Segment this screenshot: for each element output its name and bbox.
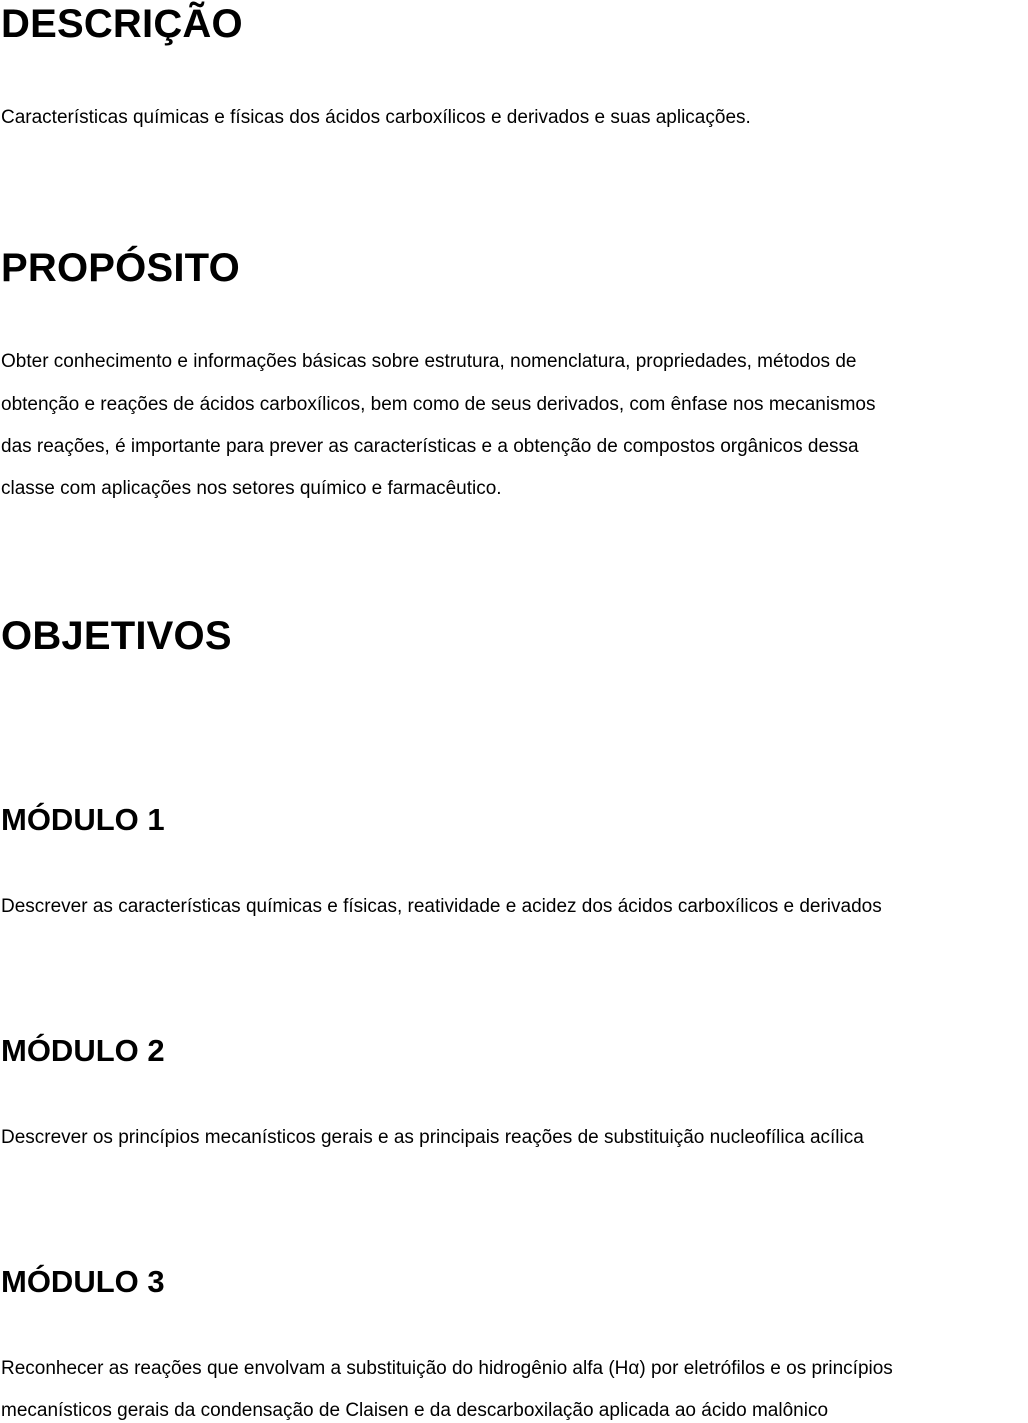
proposito-line-2: obtenção e reações de ácidos carboxílicos, bem como de seus derivados, com ênfase nos mecanismos	[1, 394, 876, 415]
proposito-line-1: Obter conhecimento e informações básicas sobre estrutura, nomenclatura, propriedades, métodos de	[1, 351, 857, 372]
heading-modulo-3: MÓDULO 3	[1, 1264, 165, 1299]
heading-objetivos: OBJETIVOS	[1, 614, 232, 658]
descricao-text: Características químicas e físicas dos ácidos carboxílicos e derivados e suas aplicações.	[1, 107, 751, 128]
heading-proposito: PROPÓSITO	[1, 246, 240, 290]
modulo-2-text: Descrever os princípios mecanísticos gerais e as principais reações de substituição nucleofílica acílica	[1, 1127, 864, 1148]
heading-descricao: DESCRIÇÃO	[1, 2, 243, 46]
modulo-1-text: Descrever as características químicas e físicas, reatividade e acidez dos ácidos carboxílicos e derivados	[1, 896, 882, 917]
proposito-line-4: classe com aplicações nos setores químico e farmacêutico.	[1, 478, 502, 499]
heading-modulo-2: MÓDULO 2	[1, 1033, 165, 1068]
heading-modulo-1: MÓDULO 1	[1, 802, 165, 837]
modulo-3-line-2: mecanísticos gerais da condensação de Claisen e da descarboxilação aplicada ao ácido malônico	[1, 1400, 829, 1421]
proposito-line-3: das reações, é importante para prever as características e a obtenção de compostos orgânicos dessa	[1, 436, 859, 457]
modulo-3-line-1: Reconhecer as reações que envolvam a substituição do hidrogênio alfa (Hα) por eletrófilos e os princípios	[1, 1358, 893, 1379]
